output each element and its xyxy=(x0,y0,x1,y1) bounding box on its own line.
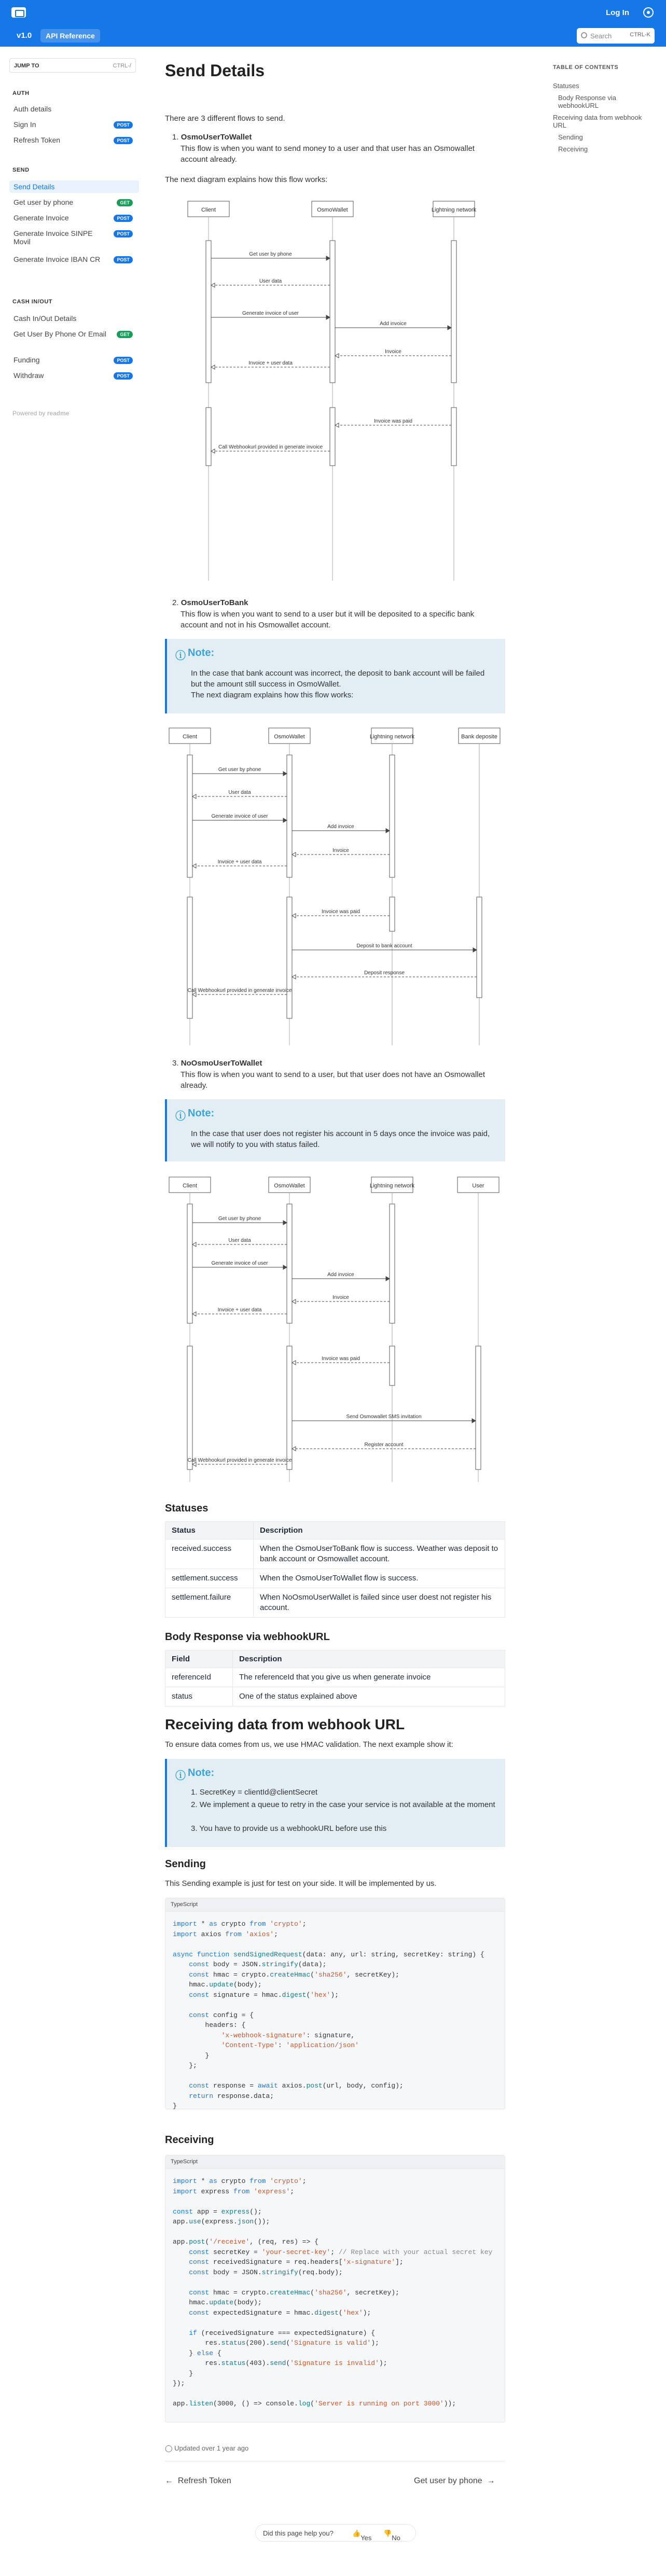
message-label: Invoice was paid xyxy=(374,418,412,424)
method-badge: POST xyxy=(114,357,133,364)
cell: The referenceId that you give us when generate invoice xyxy=(233,1668,505,1687)
toc-item-statuses[interactable]: Statuses xyxy=(553,82,579,90)
feedback-no-button[interactable]: 👎 No xyxy=(383,2529,400,2542)
jump-to-input[interactable] xyxy=(9,58,136,73)
sending-heading: Sending xyxy=(165,1858,206,1870)
message-label: Send Osmowallet SMS invitation xyxy=(346,1414,422,1420)
flow3-title: NoOsmoUserToWallet xyxy=(181,1059,262,1068)
cell: settlement.success xyxy=(165,1569,254,1588)
toc-item-receiving[interactable]: Receiving xyxy=(558,145,588,153)
cell: When NoOsmoUserWallet is failed since user doest not register his account. xyxy=(254,1588,505,1618)
toc-item-receiving-data[interactable]: Receiving data from webhook URL xyxy=(553,114,642,129)
sidebar-item-label: Generate Invoice xyxy=(13,214,69,222)
powered-by[interactable] xyxy=(12,410,69,417)
note-info-icon xyxy=(176,1767,214,1779)
note-next: The next diagram explains how this flow works: xyxy=(191,691,354,699)
note-list-text: We implement a queue to retry in the case your service is not available at the moment xyxy=(199,1800,495,1809)
code-sending: import * as crypto from 'crypto'; import axios from 'axios'; async function sendSignedRequest(data: any, url: string, secretKey: string) { const body = JSON.stringify(data); const hmac = crypto.createHmac('sha256', secretKey); hmac.update(body); const signature = hmac.digest('hex'); const config = { headers: { 'x-webhook-signature': signature, 'Content-Type': 'application/json' } }; const response = await axios.post(url, body, config); return response.data; } xyxy=(173,1920,484,2110)
sidebar-item-label: Withdraw xyxy=(13,371,44,380)
message-label: Add invoice xyxy=(327,824,354,830)
cell: One of the status explained above xyxy=(233,1687,505,1706)
column-header: Description xyxy=(233,1650,505,1668)
arrow-head xyxy=(283,1221,287,1225)
note-list-text: SecretKey = clientId@clientSecret xyxy=(199,1788,318,1797)
note-callout xyxy=(165,639,505,713)
arrow-head xyxy=(211,365,215,369)
arrow-head xyxy=(335,354,339,358)
message-label: User data xyxy=(228,790,251,795)
arrow-head xyxy=(326,315,330,319)
sidebar-item-generate-invoice-iban[interactable] xyxy=(9,253,139,265)
message-label: Generate invoice of user xyxy=(211,814,268,819)
sidebar xyxy=(0,47,143,441)
cell: When the OsmoUserToWallet flow is success. xyxy=(254,1569,505,1588)
sidebar-item-label: Cash In/Out Details xyxy=(13,314,77,323)
message-label: Deposit response xyxy=(364,970,405,976)
arrow-head xyxy=(292,852,296,857)
body-response-table xyxy=(165,1650,505,1706)
table-row xyxy=(165,1687,505,1706)
column-header: Description xyxy=(254,1522,505,1539)
sidebar-item-withdraw[interactable] xyxy=(9,369,139,382)
arrow-head xyxy=(448,326,451,330)
sidebar-item-get-user-by-phone[interactable] xyxy=(9,196,139,208)
sidebar-item-label: Generate Invoice IBAN CR xyxy=(13,255,101,263)
toc-item-sending[interactable]: Sending xyxy=(558,133,583,141)
code-block-receiving xyxy=(165,2155,505,2423)
table-of-contents xyxy=(553,64,657,153)
flow2-title: OsmoUserToBank xyxy=(181,598,248,607)
search-icon xyxy=(581,32,587,38)
statuses-table xyxy=(165,1521,505,1618)
arrow-head xyxy=(326,256,330,260)
arrow-head xyxy=(472,1419,476,1423)
sidebar-item-funding[interactable] xyxy=(9,354,139,366)
activation-bar xyxy=(287,1346,292,1469)
column-header: Status xyxy=(165,1522,254,1539)
message-label: Add invoice xyxy=(327,1272,354,1278)
table-header-row xyxy=(165,1650,505,1668)
actor-label: OsmoWallet xyxy=(274,1183,305,1189)
activation-bar xyxy=(390,897,395,931)
login-button[interactable]: Log In xyxy=(606,8,629,17)
api-reference-tab[interactable]: API Reference xyxy=(40,29,100,43)
arrow-head xyxy=(192,1242,196,1247)
sidebar-item-cash-details[interactable] xyxy=(9,312,139,325)
method-badge: POST xyxy=(114,256,133,263)
sidebar-item-refresh-token[interactable] xyxy=(9,134,139,146)
note-callout xyxy=(165,1099,505,1161)
arrow-head xyxy=(386,829,390,833)
note-title: Note: xyxy=(188,1767,215,1779)
sidebar-item-label: Get User By Phone Or Email xyxy=(13,330,106,338)
code-block-sending xyxy=(165,1898,505,2109)
yes-label: Yes xyxy=(360,2534,372,2542)
next-label: Get user by phone xyxy=(414,2476,482,2485)
message-label: Deposit to bank account xyxy=(356,943,412,949)
note-list-item: 2. We implement a queue to retry in the case your service is not available at the moment xyxy=(191,1800,495,1809)
top-bar xyxy=(0,0,666,47)
flow3-desc: This flow is when you want to send to a user, but that user does not have an Osmowallet already. xyxy=(181,1070,485,1090)
arrow-head xyxy=(292,975,296,979)
activation-bar xyxy=(390,1204,395,1323)
activation-bar xyxy=(206,408,211,466)
method-badge: POST xyxy=(114,230,133,237)
sidebar-item-auth-details[interactable] xyxy=(9,103,139,115)
code-language-tab[interactable]: TypeScript xyxy=(165,1898,505,1912)
message-label: Generate invoice of user xyxy=(242,311,299,316)
jump-shortcut: CTRL-/ xyxy=(113,63,131,69)
method-badge: POST xyxy=(114,372,133,380)
arrow-head xyxy=(192,794,196,799)
message-label: Register account xyxy=(364,1442,404,1448)
sidebar-item-send-details[interactable] xyxy=(9,180,139,193)
arrow-head xyxy=(292,1299,296,1304)
arrow-head xyxy=(386,1277,390,1281)
activation-bar xyxy=(187,1204,192,1323)
cell: settlement.failure xyxy=(165,1588,254,1618)
activation-bar xyxy=(187,1346,192,1469)
table-row xyxy=(165,1569,505,1588)
feedback-question: Did this page help you? xyxy=(263,2529,334,2537)
sequence-diagram-osmo-user-to-bank xyxy=(165,724,505,1047)
receiving-desc: To ensure data comes from us, we use HMAC validation. The next example show it: xyxy=(165,1740,453,1749)
version-selector[interactable]: v1.0 xyxy=(17,31,32,40)
no-label: No xyxy=(392,2534,400,2542)
sidebar-item-label: Get user by phone xyxy=(13,198,74,206)
sending-desc: This Sending example is just for test on your side. It will be implemented by us. xyxy=(165,1879,437,1888)
sidebar-item-generate-invoice-sinpe[interactable] xyxy=(9,227,139,248)
message-label: Invoice xyxy=(332,1295,349,1300)
activation-bar xyxy=(330,241,335,383)
activation-bar xyxy=(390,755,395,877)
page-title: Send Details xyxy=(165,61,265,80)
activation-bar xyxy=(187,897,192,1018)
flow2-desc: This flow is when you want to send to a user but it will be deposited to a specific bank account and not in his Osmowallet account. xyxy=(181,610,475,629)
sequence-diagram-osmo-user-to-wallet xyxy=(165,197,505,591)
arrow-head xyxy=(211,283,215,287)
feedback-widget xyxy=(255,2524,416,2542)
flow1-desc: This flow is when you want to send money to a user and that user has an Osmowallet account already. xyxy=(181,144,475,164)
code-receiving: import * as crypto from 'crypto'; import express from 'express'; const app = express(); app.use(express.json()); app.post('/receive', (req, res) => { const secretKey = 'your-secret-key'; // Replace with your actual secret key const receivedSignature = req.headers['x-signature']; const body = JSON.stringify(req.body); const hmac = crypto.createHmac('sha256', secretKey); hmac.update(body); const expectedSignature = hmac.digest('hex'); if (receivedSignature === expectedSignature) { res.status(200).send('Signature is valid'); } else { res.status(403).send('Signature is invalid'); } }); app.listen(3000, () => console.log('Server is running on port 3000')); xyxy=(173,2177,493,2407)
sidebar-item-sign-in[interactable] xyxy=(9,118,139,131)
table-row xyxy=(165,1588,505,1618)
flow3-item: 3. NoOsmoUserToWallet xyxy=(172,1059,262,1068)
flow1-item: 1. OsmoUserToWallet xyxy=(172,133,252,142)
statuses-heading: Statuses xyxy=(165,1503,209,1514)
sidebar-item-generate-invoice[interactable] xyxy=(9,212,139,224)
activation-bar xyxy=(330,408,335,466)
toc-title: TABLE OF CONTENTS xyxy=(553,64,619,71)
message-label: Invoice + user data xyxy=(217,859,262,865)
activation-bar xyxy=(206,241,211,383)
intro-text: There are 3 different flows to send. xyxy=(165,114,285,123)
section-auth: AUTH xyxy=(12,90,30,96)
arrow-head xyxy=(211,449,215,453)
search-input[interactable] xyxy=(577,28,655,44)
actor-label: User xyxy=(472,1183,484,1189)
sidebar-item-label: Sign In xyxy=(13,120,36,129)
actor-label: Client xyxy=(182,734,198,740)
sidebar-item-label: Send Details xyxy=(13,183,55,191)
message-label: Generate invoice of user xyxy=(211,1261,268,1266)
method-badge: POST xyxy=(114,121,133,129)
message-label: Add invoice xyxy=(380,321,407,327)
message-label: Invoice xyxy=(332,848,349,853)
flow2-item: 2. OsmoUserToBank xyxy=(172,598,248,607)
activation-bar xyxy=(187,755,192,877)
activation-bar xyxy=(451,408,456,466)
message-label: Get user by phone xyxy=(218,767,261,773)
note-title: Note: xyxy=(188,1108,215,1119)
updated-text: Updated over 1 year ago xyxy=(174,2444,249,2452)
message-label: Invoice was paid xyxy=(322,1356,360,1362)
prev-page-link[interactable]: ← Refresh Token xyxy=(165,2476,231,2485)
actor-label: Bank deposite xyxy=(461,734,497,740)
note-list-item: 1. SecretKey = clientId@clientSecret xyxy=(191,1788,318,1797)
actor-label: OsmoWallet xyxy=(317,207,348,213)
table-row xyxy=(165,1668,505,1687)
jump-label: JUMP TO xyxy=(14,63,39,69)
receiving-heading: Receiving data from webhook URL xyxy=(165,1716,405,1732)
sidebar-item-label: Refresh Token xyxy=(13,136,61,144)
message-label: Call Webhookurl provided in generate invoice xyxy=(187,988,292,993)
arrow-head xyxy=(335,423,339,427)
sidebar-item-label: Auth details xyxy=(13,105,52,113)
prev-label: Refresh Token xyxy=(177,2476,231,2485)
sidebar-item-get-user-phone-email[interactable] xyxy=(9,328,139,340)
message-label: Invoice + user data xyxy=(248,360,293,366)
activation-bar xyxy=(477,897,482,998)
actor-label: OsmoWallet xyxy=(274,734,305,740)
cell: status xyxy=(165,1687,233,1706)
note-info-icon xyxy=(176,647,214,659)
activation-bar xyxy=(287,897,292,1018)
method-badge: POST xyxy=(114,215,133,222)
body-response-heading: Body Response via webhookURL xyxy=(165,1631,330,1643)
search-placeholder: Search xyxy=(590,32,612,40)
cell: received.success xyxy=(165,1539,254,1569)
arrow-head xyxy=(283,1265,287,1269)
message-label: Invoice xyxy=(385,349,401,355)
powered-by-label: Powered by xyxy=(12,410,46,417)
sidebar-item-label: Funding xyxy=(13,356,40,364)
message-label: Call Webhookurl provided in generate invoice xyxy=(218,444,323,450)
arrow-head xyxy=(192,1312,196,1316)
flow1-title: OsmoUserToWallet xyxy=(181,133,252,142)
section-send: SEND xyxy=(12,167,30,173)
note-callout xyxy=(165,1759,505,1847)
receiving-code-heading: Receiving xyxy=(165,2134,214,2146)
message-label: Invoice + user data xyxy=(217,1307,262,1313)
theme-icon[interactable] xyxy=(643,7,654,18)
arrow-head xyxy=(283,818,287,822)
table-row xyxy=(165,1539,505,1569)
column-header: Field xyxy=(165,1650,233,1668)
activation-bar xyxy=(287,1204,292,1323)
arrow-head xyxy=(292,914,296,918)
arrow-head xyxy=(292,1361,296,1365)
arrow-head xyxy=(473,948,477,952)
toc-item-body-response[interactable]: Body Response via webhookURL xyxy=(558,94,617,109)
method-badge: GET xyxy=(117,199,133,206)
table-header-row xyxy=(165,1522,505,1539)
sequence-diagram-no-osmo-user xyxy=(165,1173,505,1484)
arrow-head xyxy=(192,864,196,868)
cell: When the OsmoUserToBank flow is success. Weather was deposit to bank account or Osmowallet account. xyxy=(254,1539,505,1569)
note-text: In the case that bank account was incorrect, the deposit to bank account will be failed but the amount still success in OsmoWallet. xyxy=(191,669,485,689)
message-label: User data xyxy=(259,278,282,284)
flow1-next: The next diagram explains how this flow works: xyxy=(165,175,328,184)
message-label: Invoice was paid xyxy=(322,909,360,915)
arrow-head xyxy=(292,1447,296,1451)
actor-label: Lightning network xyxy=(431,207,477,213)
note-info-icon xyxy=(176,1108,214,1119)
note-list-text: You have to provide us a webhookURL before use this xyxy=(199,1824,387,1833)
message-label: Call Webhookurl provided in generate invoice xyxy=(187,1458,292,1463)
cell: referenceId xyxy=(165,1668,233,1687)
code-language-tab[interactable]: TypeScript xyxy=(165,2155,505,2169)
method-badge: GET xyxy=(117,331,133,338)
section-cash: CASH IN/OUT xyxy=(12,299,52,305)
note-title: Note: xyxy=(188,647,215,659)
updated-info: ◯ Updated over 1 year ago xyxy=(165,2444,249,2452)
note-text: In the case that user does not register his account in 5 days once the invoice was paid, we will notify to you with status failed. xyxy=(191,1129,490,1149)
actor-label: Client xyxy=(201,207,216,213)
message-label: Get user by phone xyxy=(249,251,292,257)
message-label: User data xyxy=(228,1238,251,1243)
actor-label: Lightning network xyxy=(369,734,415,740)
actor-label: Client xyxy=(182,1183,198,1189)
next-page-link[interactable]: Get user by phone → xyxy=(414,2476,495,2485)
feedback-yes-button[interactable]: 👍 Yes xyxy=(352,2529,372,2542)
method-badge: POST xyxy=(114,137,133,144)
sidebar-item-label: Generate Invoice SINPE Movil xyxy=(13,229,93,246)
note-list-item: 3. You have to provide us a webhookURL before use this xyxy=(191,1824,387,1833)
activation-bar xyxy=(451,241,456,383)
activation-bar xyxy=(390,1346,395,1385)
activation-bar xyxy=(287,755,292,877)
activation-bar xyxy=(476,1346,481,1469)
logo-icon[interactable] xyxy=(11,7,26,18)
arrow-head xyxy=(283,772,287,776)
search-shortcut: CTRL-K xyxy=(630,32,650,38)
readme-logo: readme xyxy=(47,410,70,417)
message-label: Get user by phone xyxy=(218,1216,261,1222)
actor-label: Lightning network xyxy=(369,1183,415,1189)
